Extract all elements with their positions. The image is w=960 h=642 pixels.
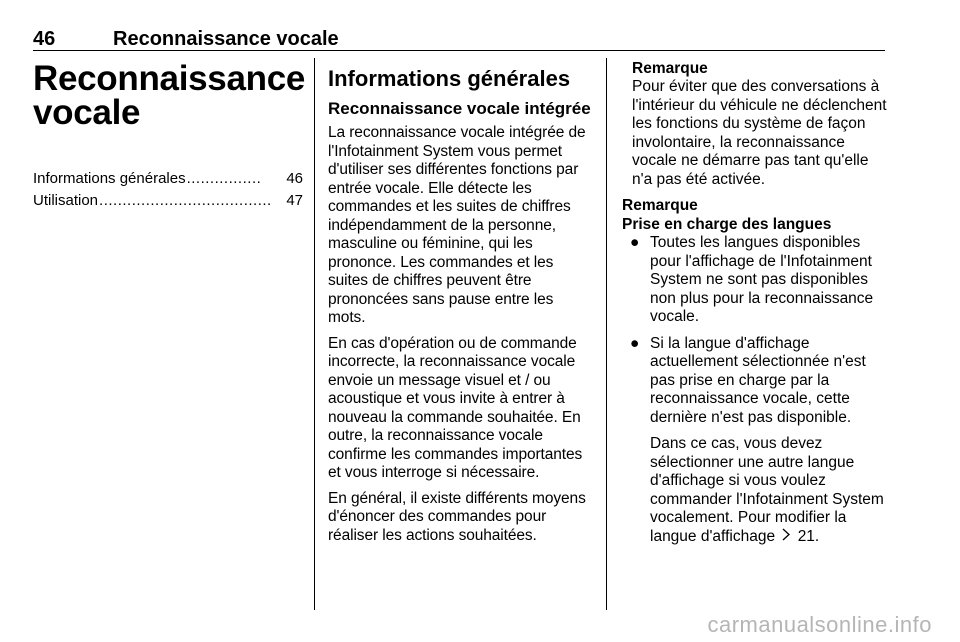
column-right	[622, 60, 888, 554]
toc-entry-page: 46	[286, 170, 303, 187]
list-item-text: Si la langue d'affichage actuellement sélectionnée n'est pas prise en charge par la reconnaissance vocale, cette dernière n'est pas disponible.	[650, 334, 866, 426]
list-item	[622, 234, 888, 327]
list-item	[622, 335, 888, 428]
languages-subheading: Prise en charge des langues	[622, 215, 832, 233]
reference-page[interactable]: 21.	[797, 527, 820, 545]
toc-leader-dots: ................	[186, 170, 262, 187]
followup-paragraph	[650, 435, 888, 546]
body-paragraph: La reconnaissance vocale intégrée de l'Infotainment System vous permet d'utiliser ses différentes fonctions par entrée vocale. Elle détecte les commandes et les suites de chiffres indépendamment de la personne, masculine ou féminine, qui les prononce. Les commandes et les suites de chiffres peuvent être prononcées sans pause entre les mots.	[328, 124, 586, 326]
list-item-text: Toutes les langues disponibles pour l'affichage de l'Infotainment System ne sont pas disponibles non plus pour la reconnaissance vocale.	[650, 234, 874, 325]
toc-entry-informations[interactable]	[33, 168, 303, 190]
followup-text: Dans ce cas, vous devez sélectionner une autre langue d'affichage si vous voulez commander l'Infotainment System vocalement. Pour modifier la langue d'affichage	[650, 435, 884, 545]
note-text: Pour éviter que des conversations à l'intérieur du véhicule ne déclenchent les fonctions du système de façon involontaire, la reconnaissance vocale ne démarre pas tant qu'elle n'a pas été activée.	[632, 78, 887, 188]
toc-entry-page: 47	[286, 192, 303, 209]
column-left	[33, 59, 306, 212]
watermark: carmanualsonline.info	[707, 612, 932, 637]
toc-leader-dots: .....................................	[99, 192, 272, 209]
body-paragraph: En cas d'opération ou de commande incorrecte, la reconnaissance vocale envoie un message visuel et / ou acoustique et vous invite à entrer à nouveau la commande souhaitée. En outre, la reconnaissance vocale confirme les commandes importantes et vous interroge si nécessaire.	[328, 334, 583, 481]
column-middle	[328, 60, 594, 552]
header-divider	[33, 50, 885, 51]
toc-entry-utilisation[interactable]	[33, 190, 303, 212]
section-heading: Informations générales	[328, 66, 571, 91]
table-of-contents	[33, 168, 303, 212]
toc-entry-label: Utilisation	[33, 192, 99, 209]
note-label: Remarque	[632, 60, 708, 77]
section-subheading: Reconnaissance vocale intégrée	[328, 99, 591, 118]
chapter-title: Reconnaissance vocale	[33, 59, 306, 132]
column-divider-2	[606, 58, 607, 610]
note-box	[622, 60, 888, 189]
column-divider-1	[314, 58, 315, 610]
running-section-title: Reconnaissance vocale	[113, 28, 339, 50]
note-label: Remarque	[622, 197, 698, 214]
bullet-icon: ●	[630, 234, 640, 251]
page-header	[33, 28, 885, 52]
page-number: 46	[33, 28, 56, 50]
bullet-icon: ●	[630, 334, 640, 352]
toc-entry-label: Informations générales	[33, 170, 186, 187]
arrow-ref-icon	[781, 528, 791, 547]
body-paragraph: En général, il existe différents moyens d'énoncer des commandes pour réaliser les actions souhaitées.	[328, 489, 586, 544]
